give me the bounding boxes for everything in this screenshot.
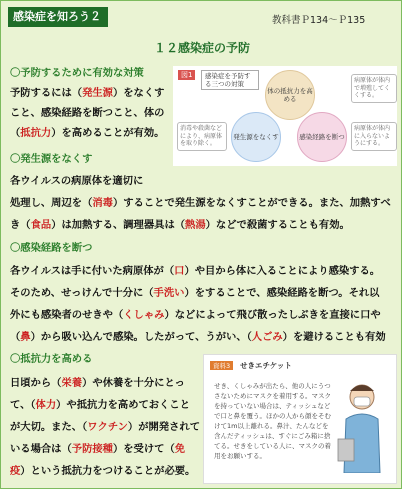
- section-heading-route: 〇感染経路を断つ: [10, 242, 93, 254]
- section-heading-resistance: 〇抵抗力を高める: [10, 353, 93, 365]
- text-line: （抵抗力）を高めることが有効。: [10, 127, 165, 139]
- answer-word: 熱湯: [185, 219, 206, 231]
- answer-word: 鼻: [20, 331, 31, 343]
- figure-caption: 感染症を予防する三つの対策: [201, 70, 259, 90]
- circle-route: 感染経路を断つ: [297, 112, 347, 162]
- textbook-reference: 教科書Ｐ134～Ｐ135: [272, 15, 366, 26]
- answer-word: くしゃみ: [123, 309, 165, 321]
- answer-word: 栄養: [61, 377, 83, 389]
- answer-word: 体力: [35, 399, 57, 411]
- text-line: 外にも感染者のせきや（くしゃみ）などによって飛び散ったしぶきを直接に口や: [10, 309, 381, 321]
- note-resistance: 病原体が体内で増殖してくくする。: [351, 74, 397, 103]
- answer-word: 疫: [10, 465, 21, 477]
- answer-word: 口: [174, 265, 185, 277]
- text-line: こと、感染経路を断つこと、体の: [10, 107, 165, 119]
- panel-tag: 資料3: [210, 361, 233, 370]
- panel-text: せき、くしゃみが出たら、他の人にうつさないためにマスクを着用する。マスクを持っていない場合は、ティッシュなどで口と鼻を覆う。ほかの人から顔をそむけて1m以上離れる。鼻汁、たんなどを含んだティッシュは、すぐにごみ箱に捨てる。せきをしている人に、マスクの着用をお願いする。: [214, 382, 331, 460]
- text-line: き（食品）は加熱する、調理器具は（熱湯）などで殺菌することも有効。: [10, 219, 350, 231]
- answer-word: 予防接種: [71, 443, 113, 455]
- cough-etiquette-panel: [203, 354, 397, 484]
- figure-tag: 図1: [178, 70, 195, 80]
- page-title: １２感染症の予防: [153, 41, 250, 55]
- text-line: 日頃から（栄養）や休養を十分にとっ: [10, 377, 185, 389]
- section-heading-source: 〇発生源をなくす: [10, 153, 93, 165]
- worksheet-title: 感染症を知ろう２: [8, 7, 108, 27]
- text-line: 各ウイルスの病原体を適切に: [10, 175, 144, 187]
- answer-word: 人ごみ: [251, 331, 283, 343]
- text-line: て、（体力）や抵抗力を高めておくこと: [10, 399, 190, 411]
- answer-word: 発生源: [82, 87, 113, 99]
- answer-word: 免: [174, 443, 186, 455]
- text-line: 予防するには（発生源）をなくす: [10, 87, 165, 99]
- note-route: 病原体が体内に入らないようにする。: [351, 122, 397, 151]
- text-line: が大切。また、（ワクチン）が開発されて: [10, 421, 200, 433]
- text-line: そのため、せっけんで十分に（手洗い）をすることで、感染経路を断つ。それ以: [10, 287, 380, 299]
- circle-resistance: 体の抵抗力を高める: [265, 70, 315, 120]
- text-line: （鼻）から吸い込んで感染。したがって、うがい、（人ごみ）を避けることも有効: [10, 331, 386, 343]
- masked-person-illustration: [336, 379, 388, 473]
- note-source: 消毒や殺菌などにより、病原体を取り除く。: [177, 122, 227, 151]
- circle-source: 発生源をなくす: [231, 112, 281, 162]
- section-heading-prevention: 〇予防するために有効な対策: [10, 67, 144, 79]
- text-line: いる場合は（予防接種）を受けて（免: [10, 443, 186, 455]
- text-line: 疫）という抵抗力をつけることが必要。: [10, 465, 196, 477]
- answer-word: 消毒: [92, 197, 113, 209]
- text-line: 各ウイルスは手に付いた病原体が（口）や目から体に入ることにより感染する。: [10, 265, 381, 277]
- panel-title: せきエチケット: [240, 361, 292, 370]
- three-measures-figure: [173, 66, 397, 166]
- answer-word: 手洗い: [153, 287, 185, 299]
- answer-word: 食品: [30, 219, 52, 231]
- answer-word: ワクチン: [87, 421, 128, 433]
- answer-word: 抵抗力: [20, 127, 52, 139]
- text-line: 処理し、周辺を（消毒）することで発生源をなくすことができる。また、加熱すべ: [10, 197, 391, 209]
